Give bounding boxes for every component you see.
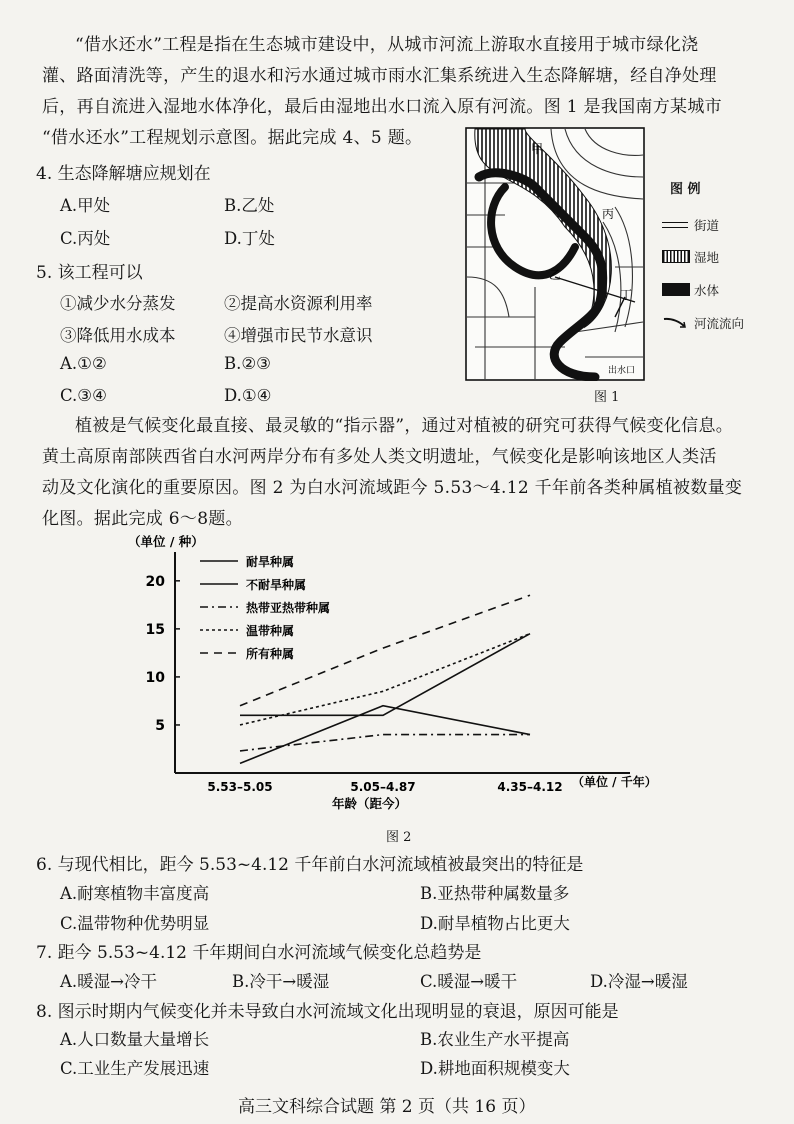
y-tick-label: 20 <box>145 573 165 590</box>
y-tick-label: 10 <box>145 669 165 686</box>
question-stem: 8. 图示时期内气候变化并未导致白水河流域文化出现明显的衰退，原因可能是 <box>36 1002 619 1022</box>
option-b: B.②③ <box>224 354 271 373</box>
chart-svg <box>110 528 670 818</box>
series-lines <box>240 595 530 763</box>
label-ding: 丁 <box>620 288 633 302</box>
option-c: C.温带物种优势明显 <box>60 914 210 933</box>
series-line-1 <box>240 634 530 716</box>
figure-2-chart <box>110 528 670 818</box>
option-a: A.①② <box>60 354 107 373</box>
label-outlet: 出水口 <box>608 366 636 376</box>
figure-2-caption: 图 2 <box>386 830 412 845</box>
legend-item-wetland <box>660 248 770 264</box>
passage-2-line: 动及文化演化的重要原因。图 2 为白水河流域距今 5.53～4.12 千年前各类种属植被数量变 <box>42 478 743 498</box>
city-map-svg <box>465 127 645 381</box>
option-b: B.乙处 <box>224 196 275 215</box>
option-d: D.冷湿→暖湿 <box>590 972 688 991</box>
option-a: A.暖湿→冷干 <box>60 972 157 991</box>
passage-2-line: 化图。据此完成 6～8题。 <box>42 509 243 529</box>
passage-2-line: 黄土高原南部陕西省白水河两岸分布有多处人类文明遗址，气候变化是影响该地区人类活 <box>42 447 717 467</box>
label-yi: 乙 <box>549 268 562 282</box>
legend-label: 湿地 <box>694 250 720 265</box>
water-swatch-icon <box>662 283 690 296</box>
question-stem: 5. 该工程可以 <box>36 263 143 283</box>
flow-direction-icon <box>662 316 688 328</box>
option-c: C.③④ <box>60 386 107 405</box>
legend-label: 街道 <box>694 218 720 233</box>
option-a: A.甲处 <box>60 196 111 215</box>
chart-legend <box>200 554 330 661</box>
question-stem: 6. 与现代相比，距今 5.53~4.12 千年前白水河流域植被最突出的特征是 <box>36 855 584 875</box>
question-stem: 7. 距今 5.53~4.12 千年期间白水河流域气候变化总趋势是 <box>36 943 482 963</box>
series-line-3 <box>240 735 530 751</box>
y-tick-label: 15 <box>145 621 165 638</box>
legend-label: 不耐旱种属 <box>246 578 307 592</box>
option-a: A.耐寒植物丰富度高 <box>60 884 210 903</box>
option-d: D.耐旱植物占比更大 <box>420 914 570 933</box>
x-tick-label: 4.35–4.12 <box>497 780 563 794</box>
y-tick-label: 5 <box>155 717 165 734</box>
page-footer: 高三文科综合试题 第 2 页（共 16 页） <box>238 1097 536 1117</box>
label-bing: 丙 <box>602 207 615 221</box>
option-c: C.暖湿→暖干 <box>420 972 518 991</box>
street-swatch-icon <box>662 222 688 228</box>
option-b: B.冷干→暖湿 <box>232 972 330 991</box>
label-jia: 甲 <box>531 142 544 156</box>
passage-1-line: “借水还水”工程规划示意图。据此完成 4、5 题。 <box>42 128 423 148</box>
statement-1: ①减少水分蒸发 <box>60 294 176 313</box>
statement-2: ②提高水资源利用率 <box>224 294 373 313</box>
option-b: B.亚热带种属数量多 <box>420 884 570 903</box>
axes <box>175 552 630 773</box>
option-c: C.工业生产发展迅速 <box>60 1059 210 1078</box>
ticks <box>146 574 563 794</box>
legend-label: 所有种属 <box>246 647 295 661</box>
legend-item-flow <box>660 314 770 330</box>
statement-4: ④增强市民节水意识 <box>224 326 373 345</box>
option-d: D.耕地面积规模变大 <box>420 1059 570 1078</box>
legend-item-street <box>660 216 770 232</box>
legend-label: 耐旱种属 <box>246 555 295 569</box>
legend-title: 图 例 <box>670 182 701 197</box>
x-axis-label: 年龄（距今） <box>332 796 408 811</box>
legend-label: 河流流向 <box>694 316 745 331</box>
question-stem: 4. 生态降解塘应规划在 <box>36 164 211 184</box>
statement-3: ③降低用水成本 <box>60 326 176 345</box>
option-b: B.农业生产水平提高 <box>420 1030 570 1049</box>
legend-label: 水体 <box>694 283 720 298</box>
legend-label: 热带亚热带种属 <box>246 601 331 615</box>
option-a: A.人口数量大量增长 <box>60 1030 210 1049</box>
figure-1-legend <box>660 178 770 338</box>
figure-1-map <box>465 127 645 381</box>
x-axis-unit: （单位 / 千年） <box>572 775 657 789</box>
option-d: D.①④ <box>224 386 272 405</box>
passage-1-line: “借水还水”工程是指在生态城市建设中，从城市河流上游取水直接用于城市绿化浇 <box>75 35 699 55</box>
y-axis-label: （单位 / 种） <box>128 534 204 549</box>
passage-1-line: 后，再自流进入湿地水体净化，最后由湿地出水口流入原有河流。图 1 是我国南方某城市 <box>42 97 722 117</box>
legend-item-water <box>660 281 770 297</box>
x-tick-label: 5.05–4.87 <box>350 780 416 794</box>
option-d: D.丁处 <box>224 229 275 248</box>
passage-2-line: 植被是气候变化最直接、最灵敏的“指示器”，通过对植被的研究可获得气候变化信息。 <box>75 416 734 436</box>
passage-1-line: 灌、路面清洗等，产生的退水和污水通过城市雨水汇集系统进入生态降解塘，经自净处理 <box>42 66 717 86</box>
wetland-swatch-icon <box>662 250 690 263</box>
option-c: C.丙处 <box>60 229 111 248</box>
x-tick-label: 5.53–5.05 <box>207 780 273 794</box>
legend-label: 温带种属 <box>246 624 295 638</box>
figure-1-caption: 图 1 <box>594 390 620 405</box>
